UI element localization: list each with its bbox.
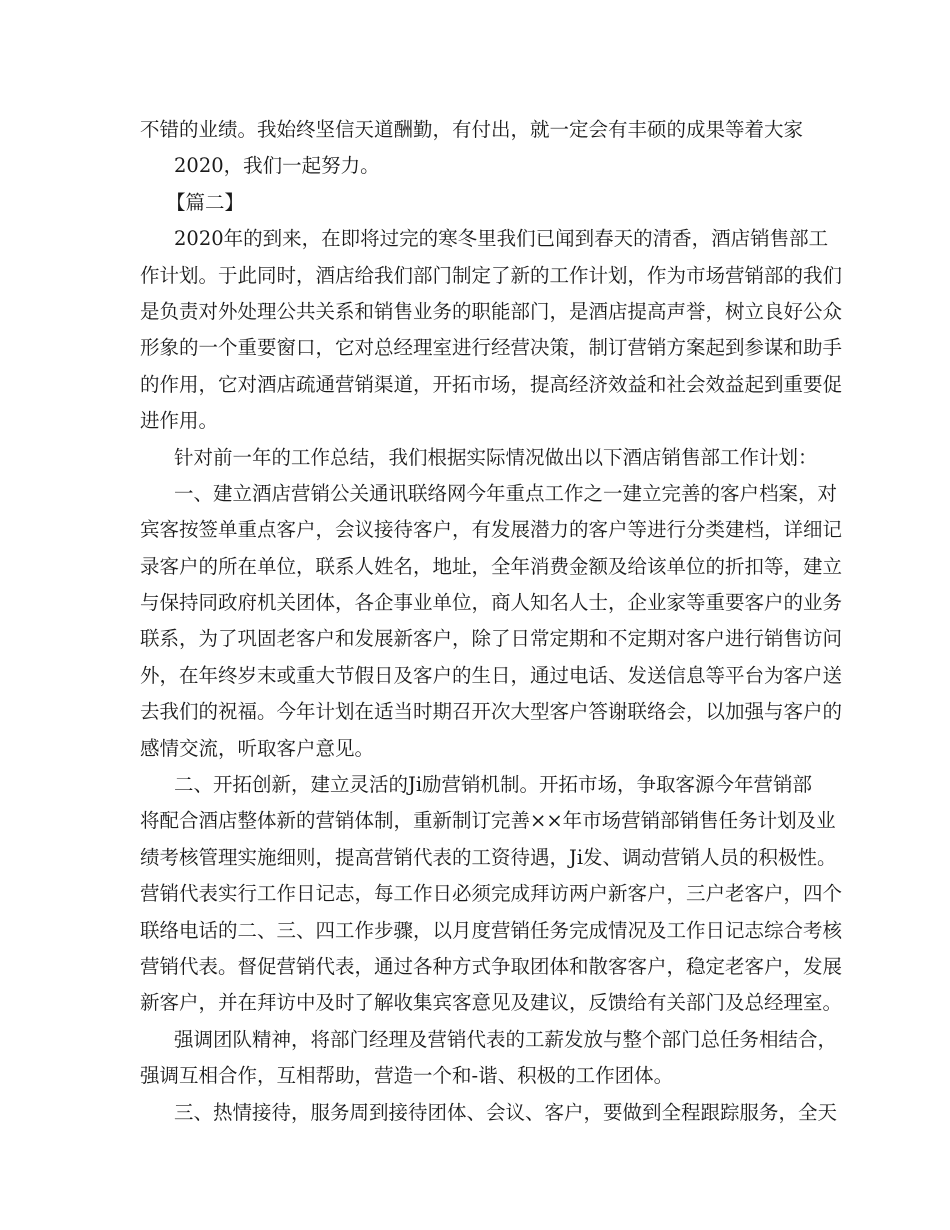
text-line: 绩考核管理实施细则，提高营销代表的工资待遇，Ji发、调动营销人员的积极性。 [140, 845, 837, 869]
text-line: 强调团队精神，将部门经理及营销代表的工薪发放与整个部门总任务相结合， [174, 1027, 838, 1051]
text-line: 形象的一个重要窗口，它对总经理室进行经营决策，制订营销方案起到参谋和助手 [140, 336, 843, 360]
text-line: 的作用，它对酒店疏通营销渠道，开拓市场，提高经济效益和社会效益起到重要促 [140, 372, 843, 396]
text-line: 宾客按签单重点客户，会议接待客户，有发展潜力的客户等进行分类建档，详细记 [140, 518, 843, 542]
text-line: 强调互相合作，互相帮助，营造一个和-谐、积极的工作团体。 [140, 1064, 674, 1088]
text-line: 不错的业绩。我始终坚信天道酬勤，有付出，就一定会有丰硕的成果等着大家 [140, 118, 804, 141]
text-line: 营销代表。督促营销代表，通过各种方式争取团体和散客客户，稳定老客户，发展 [140, 954, 843, 978]
text-line: 联系，为了巩固老客户和发展新客户，除了日常定期和不定期对客户进行销售访问 [140, 627, 843, 651]
text-line: 感情交流，听取客户意见。 [140, 736, 375, 760]
text-line: 是负责对外处理公共关系和销售业务的职能部门，是酒店提高声誉，树立良好公众 [140, 299, 843, 323]
text-line: 外，在年终岁末或重大节假日及客户的生日，通过电话、发送信息等平台为客户送 [140, 663, 843, 687]
section-heading: 【篇二】 [166, 190, 245, 214]
text-line: 2020年的到来，在即将过完的寒冬里我们已闻到春天的清香，酒店销售部工 [174, 227, 829, 251]
document-body [140, 112, 843, 1131]
text-line: 与保持同政府机关团体，各企事业单位，商人知名人士，企业家等重要客户的业务 [140, 591, 843, 615]
text-line: 二、开拓创新，建立灵活的Ji励营销机制。开拓市场，争取客源今年营销部 [174, 773, 813, 797]
text-line: 一、建立酒店营销公关通讯联络网今年重点工作之一建立完善的客户档案，对 [174, 481, 838, 505]
text-line: 联络电话的二、三、四工作步骤，以月度营销任务完成情况及工作日记志综合考核 [140, 918, 843, 942]
text-line: 针对前一年的工作总结，我们根据实际情况做出以下酒店销售部工作计划： [174, 445, 818, 469]
text-line: 录客户的所在单位，联系人姓名，地址，全年消费金额及给该单位的折扣等，建立 [140, 554, 843, 578]
text-line: 作计划。于此同时，酒店给我们部门制定了新的工作计划，作为市场营销部的我们 [140, 263, 843, 287]
text-line: 三、热情接待，服务周到接待团体、会议、客户，要做到全程跟踪服务，全天 [174, 1100, 838, 1124]
text-line: 2020，我们一起努力。 [174, 154, 380, 178]
text-line: 进作用。 [140, 409, 219, 433]
text-line: 将配合酒店整体新的营销体制，重新制订完善××年市场营销部销售任务计划及业 [140, 809, 836, 833]
text-line: 营销代表实行工作日记志，每工作日必须完成拜访两户新客户，三户老客户，四个 [140, 882, 843, 906]
text-line: 新客户，并在拜访中及时了解收集宾客意见及建议，反馈给有关部门及总经理室。 [140, 991, 843, 1015]
text-line: 去我们的祝福。今年计划在适当时期召开次大型客户答谢联络会，以加强与客户的 [140, 700, 843, 724]
